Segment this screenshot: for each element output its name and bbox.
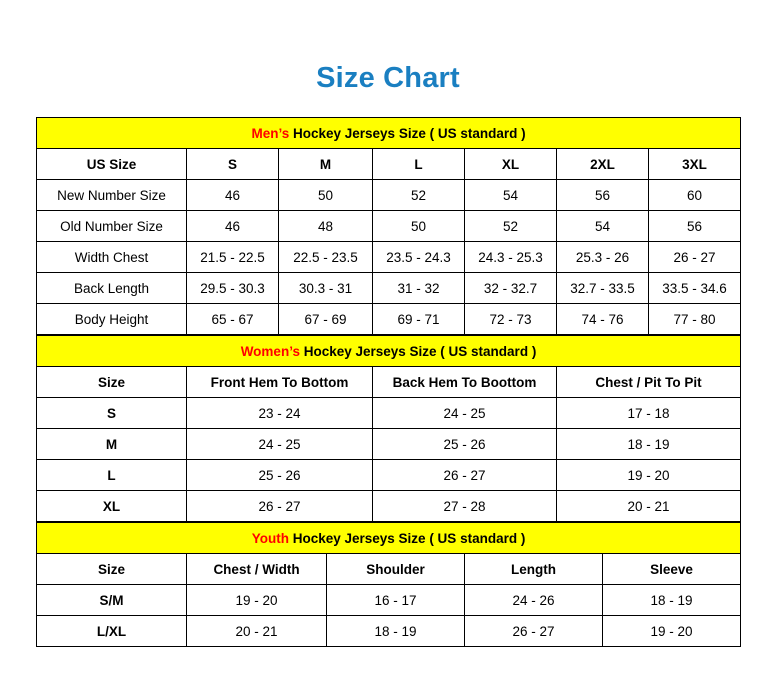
mens-cell: 21.5 - 22.5	[187, 242, 279, 273]
mens-cell: 65 - 67	[187, 304, 279, 335]
mens-banner-rest: Hockey Jerseys Size ( US standard )	[289, 125, 526, 141]
womens-cell: 23 - 24	[187, 398, 373, 429]
youth-cell: 18 - 19	[603, 585, 741, 616]
womens-cell: 25 - 26	[373, 429, 557, 460]
mens-banner-accent: Men’s	[251, 125, 290, 141]
table-row	[37, 616, 741, 647]
mens-cell: 25.3 - 26	[557, 242, 649, 273]
mens-cell: 26 - 27	[649, 242, 741, 273]
womens-banner	[37, 336, 741, 367]
table-banner-row	[37, 523, 741, 554]
mens-cell: 56	[649, 211, 741, 242]
mens-cell: 69 - 71	[373, 304, 465, 335]
youth-header-cell: Size	[37, 554, 187, 585]
mens-header-cell: US Size	[37, 149, 187, 180]
youth-banner-rest: Hockey Jerseys Size ( US standard )	[288, 530, 526, 546]
youth-size-table	[36, 522, 741, 647]
womens-banner-accent: Women’s	[240, 343, 300, 359]
womens-header-cell: Back Hem To Boottom	[373, 367, 557, 398]
table-row	[37, 460, 741, 491]
mens-cell: 46	[187, 180, 279, 211]
youth-header-cell: Chest / Width	[187, 554, 327, 585]
youth-cell: 20 - 21	[187, 616, 327, 647]
mens-cell: 50	[373, 211, 465, 242]
youth-banner-accent: Youth	[251, 530, 289, 546]
table-row	[37, 491, 741, 522]
mens-header-cell: 3XL	[649, 149, 741, 180]
mens-cell: 32.7 - 33.5	[557, 273, 649, 304]
youth-cell: 18 - 19	[327, 616, 465, 647]
table-row	[37, 429, 741, 460]
table-row	[37, 180, 741, 211]
womens-row-label: S	[37, 398, 187, 429]
womens-cell: 24 - 25	[373, 398, 557, 429]
youth-cell: 16 - 17	[327, 585, 465, 616]
mens-header-cell: M	[279, 149, 373, 180]
womens-header-cell: Size	[37, 367, 187, 398]
mens-cell: 52	[465, 211, 557, 242]
table-banner-row	[37, 118, 741, 149]
mens-cell: 31 - 32	[373, 273, 465, 304]
womens-cell: 20 - 21	[557, 491, 741, 522]
youth-header-cell: Shoulder	[327, 554, 465, 585]
mens-size-table	[36, 117, 741, 335]
mens-cell: 29.5 - 30.3	[187, 273, 279, 304]
mens-cell: 32 - 32.7	[465, 273, 557, 304]
mens-row-label: New Number Size	[37, 180, 187, 211]
womens-cell: 25 - 26	[187, 460, 373, 491]
womens-row-label: XL	[37, 491, 187, 522]
womens-cell: 26 - 27	[187, 491, 373, 522]
mens-cell: 74 - 76	[557, 304, 649, 335]
womens-cell: 26 - 27	[373, 460, 557, 491]
mens-cell: 33.5 - 34.6	[649, 273, 741, 304]
youth-cell: 19 - 20	[187, 585, 327, 616]
size-chart-tables	[36, 117, 740, 647]
table-header-row	[37, 554, 741, 585]
table-row	[37, 398, 741, 429]
mens-banner	[37, 118, 741, 149]
mens-cell: 48	[279, 211, 373, 242]
table-row	[37, 585, 741, 616]
mens-cell: 60	[649, 180, 741, 211]
mens-cell: 52	[373, 180, 465, 211]
mens-cell: 46	[187, 211, 279, 242]
youth-header-cell: Length	[465, 554, 603, 585]
mens-cell: 24.3 - 25.3	[465, 242, 557, 273]
womens-header-cell: Front Hem To Bottom	[187, 367, 373, 398]
mens-row-label: Width Chest	[37, 242, 187, 273]
mens-cell: 22.5 - 23.5	[279, 242, 373, 273]
mens-cell: 72 - 73	[465, 304, 557, 335]
womens-header-cell: Chest / Pit To Pit	[557, 367, 741, 398]
mens-header-cell: 2XL	[557, 149, 649, 180]
mens-header-cell: L	[373, 149, 465, 180]
womens-cell: 19 - 20	[557, 460, 741, 491]
womens-row-label: M	[37, 429, 187, 460]
womens-banner-rest: Hockey Jerseys Size ( US standard )	[299, 343, 537, 359]
youth-cell: 19 - 20	[603, 616, 741, 647]
mens-cell: 54	[465, 180, 557, 211]
womens-cell: 27 - 28	[373, 491, 557, 522]
mens-header-cell: S	[187, 149, 279, 180]
table-row	[37, 273, 741, 304]
table-row	[37, 304, 741, 335]
mens-cell: 23.5 - 24.3	[373, 242, 465, 273]
page-title: Size Chart	[316, 62, 460, 94]
mens-row-label: Back Length	[37, 273, 187, 304]
table-row	[37, 211, 741, 242]
mens-row-label: Body Height	[37, 304, 187, 335]
mens-header-cell: XL	[465, 149, 557, 180]
womens-row-label: L	[37, 460, 187, 491]
womens-cell: 24 - 25	[187, 429, 373, 460]
mens-cell: 77 - 80	[649, 304, 741, 335]
table-banner-row	[37, 336, 741, 367]
mens-cell: 50	[279, 180, 373, 211]
womens-size-table	[36, 335, 741, 522]
youth-banner	[37, 523, 741, 554]
womens-cell: 18 - 19	[557, 429, 741, 460]
youth-row-label: S/M	[37, 585, 187, 616]
mens-cell: 67 - 69	[279, 304, 373, 335]
youth-cell: 24 - 26	[465, 585, 603, 616]
table-row	[37, 242, 741, 273]
womens-cell: 17 - 18	[557, 398, 741, 429]
youth-header-cell: Sleeve	[603, 554, 741, 585]
table-header-row	[37, 149, 741, 180]
table-header-row	[37, 367, 741, 398]
mens-cell: 54	[557, 211, 649, 242]
youth-cell: 26 - 27	[465, 616, 603, 647]
mens-cell: 30.3 - 31	[279, 273, 373, 304]
mens-cell: 56	[557, 180, 649, 211]
mens-row-label: Old Number Size	[37, 211, 187, 242]
youth-row-label: L/XL	[37, 616, 187, 647]
